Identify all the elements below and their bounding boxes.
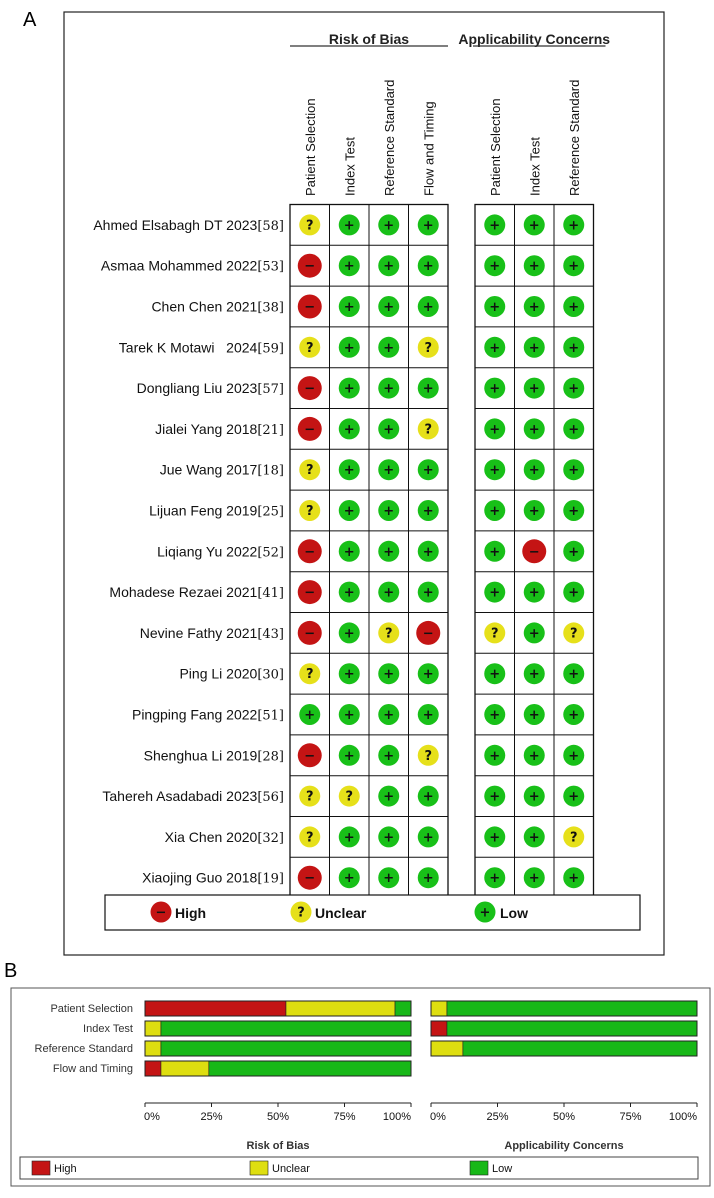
study-reference: [32] — [257, 830, 284, 846]
study-label — [93, 217, 284, 234]
rating-symbol: + — [528, 422, 540, 438]
subplot-title: Applicability Concerns — [504, 1140, 624, 1152]
rating-symbol: + — [568, 340, 580, 356]
study-label — [157, 543, 284, 560]
rating-symbol: + — [422, 871, 434, 887]
rating-symbol: + — [528, 504, 540, 519]
rating-symbol: − — [304, 422, 316, 438]
rating-symbol: − — [304, 626, 316, 642]
legend-low-symbol: + — [479, 905, 491, 921]
rating-symbol: + — [489, 585, 501, 601]
study-label — [140, 625, 284, 642]
rating-symbol: + — [528, 340, 540, 356]
risk-of-bias-summary — [93, 31, 640, 930]
study-reference: [57] — [257, 382, 284, 398]
rating-symbol: + — [489, 708, 501, 723]
rating-symbol: + — [343, 463, 355, 479]
bar-segment-unclear — [431, 1001, 447, 1016]
rating-symbol: + — [422, 218, 434, 234]
study-label — [137, 380, 284, 397]
study-label — [151, 299, 284, 316]
rating-symbol: + — [422, 585, 434, 601]
rating-symbol: ? — [345, 789, 354, 805]
rating-symbol: + — [422, 300, 434, 315]
rating-symbol: + — [422, 381, 434, 397]
rating-symbol: − — [304, 381, 316, 397]
category-label: Reference Standard — [34, 1043, 133, 1055]
rating-symbol: + — [568, 463, 580, 479]
study-name: Tahereh Asadabadi 2023 — [102, 788, 258, 805]
x-tick-label: 100% — [382, 1111, 411, 1123]
study-reference: [52] — [257, 545, 284, 561]
rating-symbol: + — [568, 300, 580, 315]
study-name: Chen Chen 2021 — [151, 298, 258, 315]
study-reference: [43] — [257, 626, 284, 642]
rating-symbol: + — [383, 422, 395, 438]
rating-symbol: − — [304, 259, 316, 275]
rating-symbol: + — [383, 381, 395, 397]
rating-symbol: + — [343, 871, 355, 887]
rating-symbol: + — [489, 259, 501, 275]
rating-symbol: + — [343, 544, 355, 560]
study-name: Shenghua Li 2019 — [143, 747, 258, 764]
column-label: Reference Standard — [381, 79, 397, 196]
rating-symbol: + — [343, 422, 355, 438]
x-tick-label: 25% — [200, 1111, 223, 1123]
panel-a-letter: A — [23, 9, 37, 31]
x-tick-label: 100% — [668, 1111, 697, 1123]
rating-symbol: + — [422, 259, 434, 275]
rating-symbol: + — [343, 830, 355, 846]
rating-symbol: + — [489, 504, 501, 519]
x-tick-label: 0% — [144, 1111, 160, 1123]
rating-symbol: + — [568, 218, 580, 234]
rating-symbol: + — [383, 830, 395, 846]
rating-symbol: ? — [424, 748, 433, 764]
rating-symbol: + — [489, 463, 501, 479]
rating-symbol: + — [528, 789, 540, 805]
rating-symbol: + — [343, 504, 355, 519]
rating-symbol: + — [343, 300, 355, 315]
x-tick-label: 75% — [619, 1111, 642, 1123]
legend-low-label: Low — [500, 905, 528, 921]
rating-symbol: ? — [384, 626, 393, 642]
panel-b-frame — [11, 988, 710, 1186]
rating-symbol: + — [489, 340, 501, 356]
rating-symbol: ? — [305, 218, 314, 234]
study-name: Asmaa Mohammed 2022 — [100, 257, 258, 274]
rating-symbol: + — [343, 259, 355, 275]
study-name: Nevine Fathy 2021 — [139, 624, 258, 641]
rating-symbol: + — [304, 708, 316, 723]
study-label — [102, 788, 284, 805]
category-label: Index Test — [83, 1023, 133, 1035]
legend-swatch-high — [32, 1161, 50, 1175]
rating-symbol: + — [422, 544, 434, 560]
x-tick-label: 0% — [430, 1111, 446, 1123]
study-label — [179, 666, 284, 683]
group-title-applicability: Applicability Concerns — [458, 31, 611, 47]
study-reference: [59] — [257, 341, 284, 357]
legend-swatch-unclear — [250, 1161, 268, 1175]
rating-symbol: + — [343, 708, 355, 723]
rating-symbol: + — [383, 340, 395, 356]
rating-symbol: + — [528, 871, 540, 887]
column-label: Reference Standard — [566, 79, 582, 196]
rating-symbol: + — [489, 789, 501, 805]
rating-symbol: + — [568, 667, 580, 683]
category-label: Patient Selection — [50, 1003, 133, 1015]
rating-symbol: + — [489, 544, 501, 560]
rating-symbol: + — [528, 218, 540, 234]
rating-symbol: + — [528, 300, 540, 315]
rating-symbol: + — [383, 585, 395, 601]
rating-symbol: + — [568, 422, 580, 438]
rating-symbol: + — [383, 544, 395, 560]
study-label — [149, 503, 284, 520]
x-tick-label: 75% — [333, 1111, 356, 1123]
x-tick-label: 25% — [486, 1111, 509, 1123]
rating-symbol: + — [383, 218, 395, 234]
bar-segment-high — [431, 1021, 447, 1036]
rating-symbol: + — [568, 871, 580, 887]
bar-segment-low — [209, 1061, 411, 1076]
rating-symbol: + — [383, 708, 395, 723]
rating-symbol: − — [304, 585, 316, 601]
study-label — [109, 584, 284, 601]
risk-of-bias-graph — [20, 1001, 698, 1179]
bar-segment-low — [447, 1001, 697, 1016]
rating-symbol: ? — [305, 830, 314, 846]
study-reference: [56] — [257, 790, 284, 806]
rating-symbol: + — [422, 504, 434, 519]
rating-symbol: + — [568, 381, 580, 397]
rating-symbol: ? — [305, 504, 314, 519]
bar-segment-low — [161, 1041, 411, 1056]
rating-symbol: ? — [305, 463, 314, 479]
rating-symbol: + — [489, 748, 501, 764]
rating-symbol: + — [528, 463, 540, 479]
rating-symbol: + — [568, 585, 580, 601]
study-name: Liqiang Yu 2022 — [157, 543, 258, 560]
rating-symbol: ? — [305, 667, 314, 683]
subplot-title: Risk of Bias — [246, 1140, 310, 1152]
rating-symbol: + — [489, 218, 501, 234]
group-title-risk-of-bias: Risk of Bias — [328, 31, 410, 47]
rating-symbol: ? — [569, 830, 578, 846]
rating-symbol: + — [528, 748, 540, 764]
study-reference: [25] — [257, 504, 284, 520]
study-name: Jialei Yang 2018 — [155, 420, 258, 437]
study-reference: [28] — [257, 749, 284, 765]
rating-symbol: + — [422, 463, 434, 479]
study-reference: [30] — [257, 667, 284, 683]
study-name: Pingping Fang 2022 — [131, 706, 258, 723]
rating-symbol: + — [343, 585, 355, 601]
x-tick-label: 50% — [266, 1111, 290, 1123]
column-label: Patient Selection — [487, 98, 503, 196]
study-name: Lijuan Feng 2019 — [149, 502, 258, 519]
rating-symbol: + — [422, 789, 434, 805]
study-label — [101, 258, 284, 275]
rating-symbol: ? — [569, 626, 578, 642]
rating-symbol: + — [489, 830, 501, 846]
bar-segment-low — [463, 1041, 697, 1056]
legend-unclear-label: Unclear — [315, 905, 367, 921]
column-label: Patient Selection — [302, 98, 318, 196]
rating-symbol: + — [383, 463, 395, 479]
rating-symbol: − — [304, 300, 316, 315]
rating-symbol: + — [489, 300, 501, 315]
study-name: Tarek K Motawi 2024 — [118, 339, 258, 356]
rating-symbol: + — [383, 259, 395, 275]
rating-symbol: + — [528, 830, 540, 846]
bar-segment-unclear — [431, 1041, 463, 1056]
rating-symbol: + — [422, 667, 434, 683]
column-label: Index Test — [342, 136, 358, 196]
rating-symbol: + — [343, 218, 355, 234]
study-label — [144, 747, 284, 764]
legend-label-low: Low — [492, 1163, 513, 1175]
legend-high-symbol: − — [155, 905, 167, 921]
study-reference: [53] — [257, 259, 284, 275]
legend-unclear-symbol: ? — [297, 905, 305, 921]
study-name: Ahmed Elsabagh DT 2023 — [93, 216, 258, 233]
rating-symbol: + — [528, 259, 540, 275]
rating-symbol: + — [568, 789, 580, 805]
study-label — [119, 339, 284, 356]
rating-symbol: + — [422, 830, 434, 846]
rating-symbol: − — [528, 544, 540, 560]
panel-b-letter: B — [4, 960, 18, 982]
study-label — [160, 462, 284, 479]
rating-symbol: ? — [424, 340, 433, 356]
study-name: Dongliang Liu 2023 — [136, 380, 258, 397]
bar-segment-high — [145, 1061, 161, 1076]
rating-symbol: + — [489, 871, 501, 887]
rating-symbol: − — [304, 748, 316, 764]
rating-symbol: ? — [305, 789, 314, 805]
rating-symbol: + — [489, 667, 501, 683]
legend-high-label: High — [175, 905, 207, 921]
bar-segment-unclear — [145, 1021, 161, 1036]
study-label — [142, 870, 284, 887]
column-label: Flow and Timing — [421, 101, 437, 196]
rating-symbol: − — [304, 871, 316, 887]
rating-symbol: + — [422, 708, 434, 723]
rating-symbol: + — [383, 300, 395, 315]
study-label — [132, 707, 284, 724]
rating-symbol: + — [343, 626, 355, 642]
rating-symbol: + — [343, 667, 355, 683]
bar-segment-low — [447, 1021, 697, 1036]
rating-symbol: + — [489, 422, 501, 438]
bar-segment-unclear — [145, 1041, 161, 1056]
legend-label-high: High — [54, 1163, 77, 1175]
bar-segment-low — [161, 1021, 411, 1036]
study-reference: [58] — [257, 218, 284, 234]
rating-symbol: + — [383, 748, 395, 764]
rating-symbol: + — [383, 871, 395, 887]
x-tick-label: 50% — [552, 1111, 576, 1123]
bar-segment-high — [145, 1001, 286, 1016]
rating-symbol: + — [568, 748, 580, 764]
rating-symbol: + — [343, 748, 355, 764]
rating-symbol: + — [383, 789, 395, 805]
rating-symbol: ? — [490, 626, 499, 642]
rating-symbol: + — [528, 585, 540, 601]
rating-symbol: − — [422, 626, 434, 642]
legend-label-unclear: Unclear — [272, 1163, 310, 1175]
rating-symbol: + — [528, 626, 540, 642]
rating-symbol: + — [528, 708, 540, 723]
study-name: Mohadese Rezaei 2021 — [109, 584, 258, 601]
study-label — [155, 421, 284, 438]
rating-symbol: + — [489, 381, 501, 397]
study-name: Jue Wang 2017 — [159, 461, 258, 478]
study-reference: [18] — [257, 463, 284, 479]
legend-swatch-low — [470, 1161, 488, 1175]
study-name: Xia Chen 2020 — [164, 828, 258, 845]
bar-segment-low — [395, 1001, 411, 1016]
rating-symbol: + — [343, 340, 355, 356]
study-reference: [38] — [257, 300, 284, 316]
rating-symbol: ? — [424, 422, 433, 438]
study-label — [165, 829, 284, 846]
rating-symbol: + — [383, 504, 395, 519]
bar-segment-unclear — [286, 1001, 395, 1016]
rating-symbol: + — [568, 259, 580, 275]
category-label: Flow and Timing — [52, 1063, 133, 1075]
rating-symbol: + — [528, 667, 540, 683]
bar-segment-unclear — [161, 1061, 209, 1076]
rating-symbol: + — [568, 504, 580, 519]
legend-box — [20, 1157, 698, 1179]
study-reference: [21] — [257, 422, 284, 438]
rating-symbol: + — [568, 708, 580, 723]
study-reference: [51] — [257, 708, 284, 724]
column-label: Index Test — [527, 136, 543, 196]
study-reference: [41] — [257, 586, 284, 602]
rating-symbol: + — [528, 381, 540, 397]
rating-symbol: + — [568, 544, 580, 560]
rating-symbol: + — [343, 381, 355, 397]
study-reference: [19] — [257, 871, 284, 887]
rating-symbol: − — [304, 544, 316, 560]
study-name: Ping Li 2020 — [179, 665, 258, 682]
rating-symbol: + — [383, 667, 395, 683]
study-name: Xiaojing Guo 2018 — [142, 869, 258, 886]
rating-symbol: ? — [305, 340, 314, 356]
